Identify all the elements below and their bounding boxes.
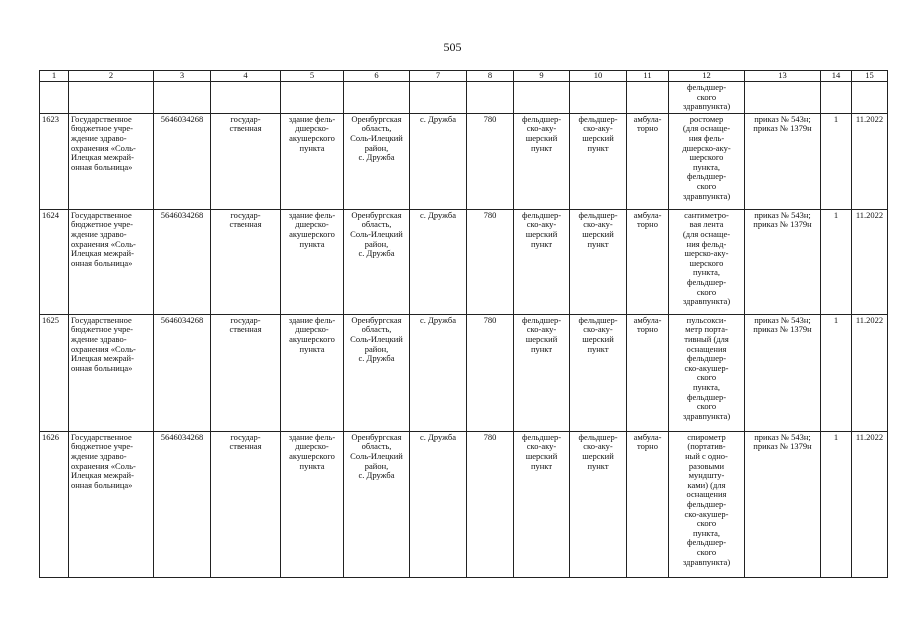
cell-quantity: 1 (821, 431, 852, 577)
table-row (40, 314, 888, 431)
column-number-row (40, 71, 888, 82)
cell-inn: 5646034268 (154, 113, 211, 209)
column-header: 11 (627, 71, 669, 82)
column-header: 5 (281, 71, 344, 82)
column-header: 12 (669, 71, 745, 82)
cell-building: здание фель- дшерско- акушерского пункта (281, 113, 344, 209)
cell-address: Оренбургская область, Соль-Илецкий район, с. Дружба (344, 209, 410, 314)
cell-equipment: спирометр (портатив- ный с одно- разовыми мундшту- ками) (для оснащения фельдшер- ско-акушер- ского пункта, фельдшер- ского здравпункта) (669, 431, 745, 577)
cell-settlement: с. Дружба (410, 431, 467, 577)
cell-orders: приказ № 543н; приказ № 1379н (745, 314, 821, 431)
cell-date: 11.2022 (852, 209, 888, 314)
column-header: 9 (514, 71, 570, 82)
cell-equipment-continued: фельдшер- ского здравпункта) (669, 82, 745, 114)
cell-row-number: 1623 (40, 113, 69, 209)
cell-organization: Государственное бюджетное учре- ждение здраво- охранения «Соль- Илецкая межрай- онная больница» (69, 431, 154, 577)
cell-unit: фельдшер- ско-аку- шерский пункт (514, 113, 570, 209)
cell-orders: приказ № 543н; приказ № 1379н (745, 209, 821, 314)
cell-orders: приказ № 543н; приказ № 1379н (745, 113, 821, 209)
cell-inn: 5646034268 (154, 431, 211, 577)
column-header: 6 (344, 71, 410, 82)
cell-row-number: 1624 (40, 209, 69, 314)
cell-ownership: государ- ственная (211, 314, 281, 431)
page-number: 505 (443, 40, 462, 54)
cell-unit: фельдшер- ско-аку- шерский пункт (514, 209, 570, 314)
cell-date: 11.2022 (852, 314, 888, 431)
column-header: 15 (852, 71, 888, 82)
column-header: 3 (154, 71, 211, 82)
cell-care-form: амбула- торно (627, 209, 669, 314)
cell-code: 780 (467, 209, 514, 314)
column-header: 1 (40, 71, 69, 82)
cell-code: 780 (467, 113, 514, 209)
table-body (40, 113, 888, 577)
cell-unit-type: фельдшер- ско-аку- шерский пункт (570, 431, 627, 577)
continuation-row (40, 82, 888, 114)
column-header: 14 (821, 71, 852, 82)
cell-organization: Государственное бюджетное учре- ждение здраво- охранения «Соль- Илецкая межрай- онная больница» (69, 314, 154, 431)
cell-care-form: амбула- торно (627, 431, 669, 577)
cell-ownership: государ- ственная (211, 431, 281, 577)
cell-inn: 5646034268 (154, 209, 211, 314)
cell-inn: 5646034268 (154, 314, 211, 431)
column-header: 7 (410, 71, 467, 82)
cell-ownership: государ- ственная (211, 209, 281, 314)
cell-unit: фельдшер- ско-аку- шерский пункт (514, 431, 570, 577)
cell-settlement: с. Дружба (410, 314, 467, 431)
cell-ownership: государ- ственная (211, 113, 281, 209)
cell-date: 11.2022 (852, 113, 888, 209)
cell-unit: фельдшер- ско-аку- шерский пункт (514, 314, 570, 431)
cell-settlement: с. Дружба (410, 209, 467, 314)
cell-address: Оренбургская область, Соль-Илецкий район, с. Дружба (344, 431, 410, 577)
cell-address: Оренбургская область, Соль-Илецкий район, с. Дружба (344, 113, 410, 209)
cell-equipment: пульсокси- метр порта- тивный (для оснащения фельдшер- ско-акушер- ского пункта, фельдшер- ского здравпункта) (669, 314, 745, 431)
cell-orders: приказ № 543н; приказ № 1379н (745, 431, 821, 577)
cell-building: здание фель- дшерско- акушерского пункта (281, 314, 344, 431)
cell-organization: Государственное бюджетное учре- ждение здраво- охранения «Соль- Илецкая межрай- онная больница» (69, 113, 154, 209)
cell-row-number: 1625 (40, 314, 69, 431)
cell-unit-type: фельдшер- ско-аку- шерский пункт (570, 113, 627, 209)
column-header: 13 (745, 71, 821, 82)
column-header: 10 (570, 71, 627, 82)
cell-unit-type: фельдшер- ско-аку- шерский пункт (570, 314, 627, 431)
cell-organization: Государственное бюджетное учре- ждение здраво- охранения «Соль- Илецкая межрай- онная больница» (69, 209, 154, 314)
column-header: 4 (211, 71, 281, 82)
table-row (40, 113, 888, 209)
cell-building: здание фель- дшерско- акушерского пункта (281, 431, 344, 577)
cell-quantity: 1 (821, 209, 852, 314)
cell-address: Оренбургская область, Соль-Илецкий район, с. Дружба (344, 314, 410, 431)
cell-quantity: 1 (821, 314, 852, 431)
column-header: 2 (69, 71, 154, 82)
registry-table (39, 70, 888, 578)
cell-unit-type: фельдшер- ско-аку- шерский пункт (570, 209, 627, 314)
cell-code: 780 (467, 431, 514, 577)
cell-settlement: с. Дружба (410, 113, 467, 209)
cell-care-form: амбула- торно (627, 314, 669, 431)
cell-equipment: ростомер (для оснаще- ния фель- дшерско-аку- шерского пункта, фельдшер- ского здравпункта) (669, 113, 745, 209)
column-header: 8 (467, 71, 514, 82)
cell-row-number: 1626 (40, 431, 69, 577)
table-row (40, 431, 888, 577)
cell-care-form: амбула- торно (627, 113, 669, 209)
cell-quantity: 1 (821, 113, 852, 209)
table-row (40, 209, 888, 314)
cell-code: 780 (467, 314, 514, 431)
cell-equipment: сантиметро- вая лента (для оснаще- ния фельд- шерско-аку- шерского пункта, фельдшер- ского здравпункта) (669, 209, 745, 314)
cell-building: здание фель- дшерско- акушерского пункта (281, 209, 344, 314)
cell-date: 11.2022 (852, 431, 888, 577)
